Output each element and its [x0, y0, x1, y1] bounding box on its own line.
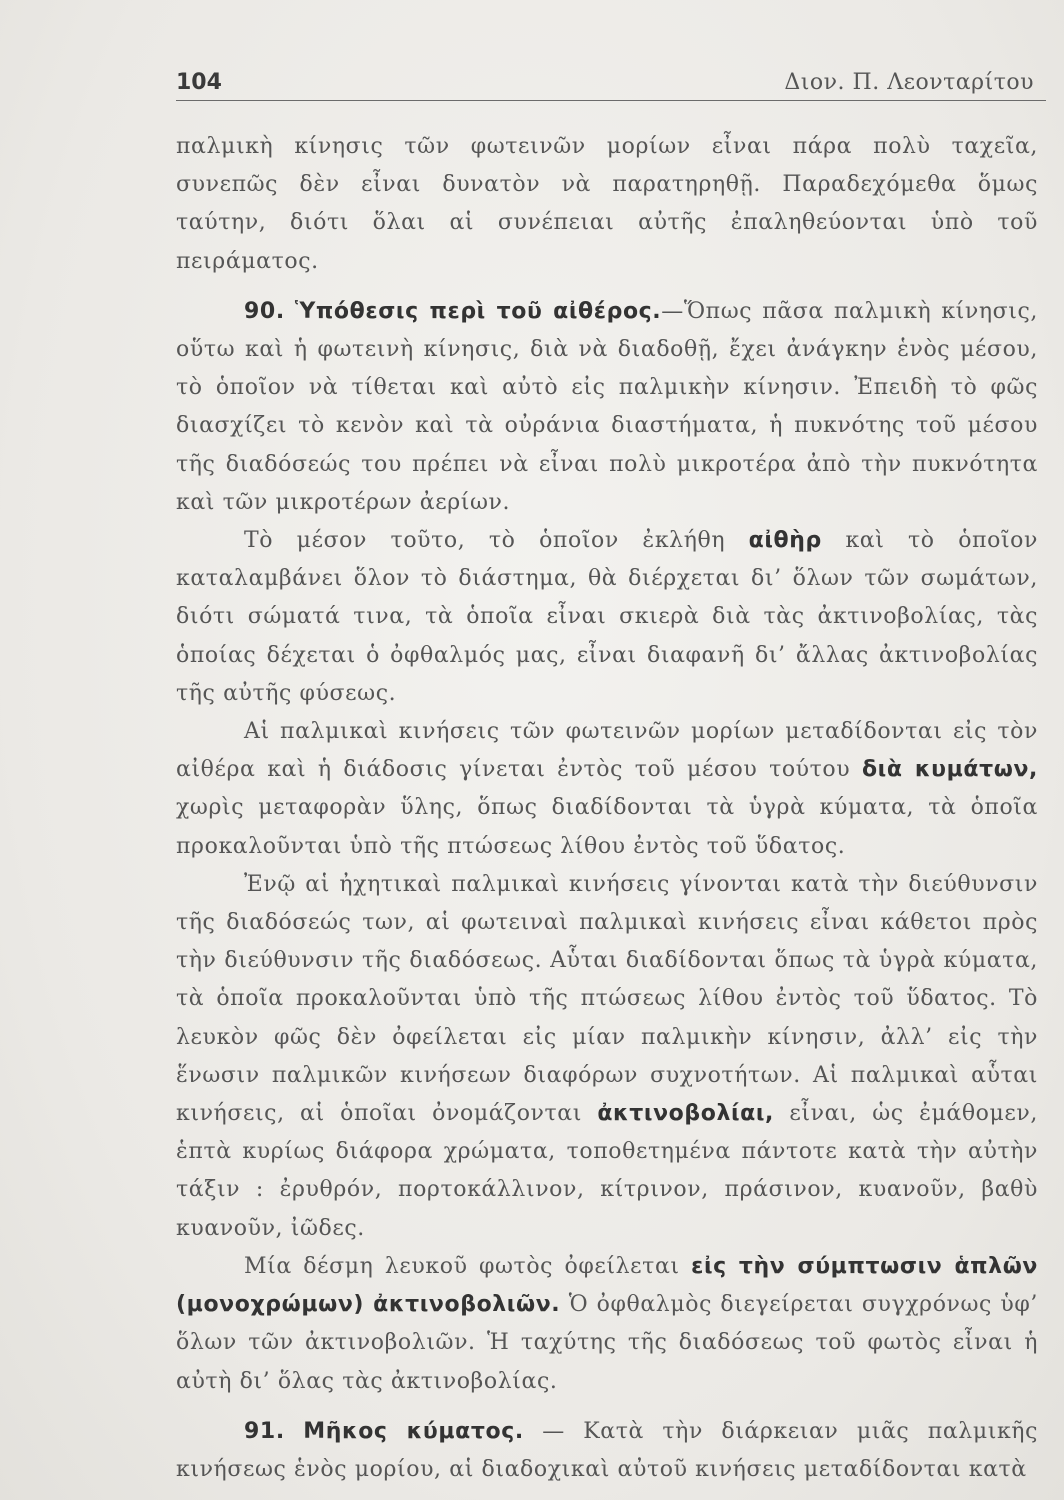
section-title: Ὑπόθεσις περὶ τοῦ αἰθέρος.: [294, 298, 662, 324]
text-run: χωρὶς μεταφορὰν ὕλης, ὅπως διαδίδονται τὰ ὑγρὰ κύματα, τὰ ὁποῖα προκαλοῦνται ὑπὸ τῆς πτώσεως λίθου ἐντὸς τοῦ ὕδατος.: [176, 795, 1038, 859]
bold-term: διὰ κυμάτων,: [861, 757, 1039, 783]
bold-term: εἰς τὴν σύμπτωσιν ἁπλῶν (μονοχρώμων) ἀκτινοβολιῶν.: [176, 1253, 1038, 1318]
text-run: Μία δέσμη λευκοῦ φωτὸς ὀφείλεται: [244, 1253, 692, 1279]
paragraph-continuation: [176, 128, 1038, 281]
bold-term: αἰθὴρ: [748, 528, 822, 554]
paragraph-white-light: [176, 1248, 1038, 1401]
page-number: 104: [176, 70, 222, 95]
page-body: [176, 128, 1038, 1489]
text-run: Ἐνῷ αἱ ἠχητικαὶ παλμικαὶ κινήσεις γίνονται κατὰ τὴν διεύθυνσιν τῆς διαδόσεώς των, αἱ φωτειναὶ παλμικαὶ κινήσεις εἶναι κάθετοι πρὸς τὴν διεύθυνσιν τῆς διαδόσεως. Αὗται διαδίδονται ὅπως τὰ ὑγρὰ κύματα, τὰ ὁποῖα προκαλοῦνται ὑπὸ τῆς πτώσεως λίθου ἐντὸς τοῦ ὕδατος. Τὸ λευκὸν φῶς δὲν ὀφείλεται εἰς μίαν παλμικὴν κίνησιν, ἀλλ’ εἰς τὴν ἕνωσιν παλμικῶν κινήσεων διαφόρων συχνοτήτων. Αἱ παλμικαὶ αὗται κινήσεις, αἱ ὁποῖαι ὀνομάζονται: [176, 871, 1038, 1127]
bold-term: ἀκτινοβολίαι,: [597, 1101, 775, 1127]
paragraph-waves: [176, 713, 1038, 866]
text-run: εἶναι, ὡς ἐμάθομεν, ἑπτὰ κυρίως διάφορα χρώματα, τοποθετημένα πάντοτε κατὰ τὴν αὐτὴν τάξιν : ἐρυθρόν, πορτοκάλλινον, κίτρινον, πράσινον, κυανοῦν, βαθὺ κυανοῦν, ἰῶδες.: [176, 1101, 1038, 1241]
text-run: Αἱ παλμικαὶ κινήσεις τῶν φωτεινῶν μορίων μεταδίδονται εἰς τὸν αἰθέρα καὶ ἡ διάδοσις γίνεται ἐντὸς τοῦ μέσου τούτου: [176, 719, 1038, 783]
paragraph-text: παλμικὴ κίνησις τῶν φωτεινῶν μορίων εἶναι πάρα πολὺ ταχεῖα, συνεπῶς δὲν εἶναι δυνατὸν νὰ παρατηρηθῇ. Παραδεχόμεθα ὅμως ταύτην, διότι ὅλαι αἱ συνέπειαι αὐτῆς ἐπαληθεύονται ὑπὸ τοῦ πειράματος.: [176, 134, 1038, 274]
text-run: Ὁ ὀφθαλμὸς διεγείρεται συγχρόνως ὑφ’ ὅλων τῶν ἀκτινοβολιῶν. Ἡ ταχύτης τῆς διαδόσεως τοῦ φωτὸς εἶναι ἡ αὐτὴ δι’ ὅλας τὰς ἀκτινοβολίας.: [176, 1292, 1038, 1394]
section-90: [176, 293, 1038, 522]
paragraph-radiations: [176, 866, 1038, 1248]
running-head: Διον. Π. Λεονταρίτου: [784, 70, 1034, 95]
paragraph-aether: [176, 522, 1038, 713]
section-text: — Κατὰ τὴν διάρκειαν μιᾶς παλμικῆς κινήσεως ἑνὸς μορίου, αἱ διαδοχικαὶ αὐτοῦ κινήσεις μεταδίδονται κατὰ: [176, 1418, 1038, 1482]
text-run: καὶ τὸ ὁποῖον καταλαμβάνει ὅλον τὸ διάστημα, θὰ διέρχεται δι’ ὅλων τῶν σωμάτων, διότι σώματά τινα, τὰ ὁποῖα εἶναι σκιερὰ διὰ τὰς ἀκτινοβολίας, τὰς ὁποίας δέχεται ὁ ὀφθαλμός μας, εἶναι διαφανῆ δι’ ἄλλας ἀκτινοβολίας τῆς αὐτῆς φύσεως.: [176, 528, 1038, 706]
page-header: [176, 66, 1046, 101]
text-run: Τὸ μέσον τοῦτο, τὸ ὁποῖον ἐκλήθη: [244, 528, 749, 554]
section-title: Μῆκος κύματος.: [303, 1418, 524, 1444]
section-91: [176, 1413, 1038, 1489]
section-number: 91.: [244, 1418, 285, 1444]
section-text: —Ὅπως πᾶσα παλμικὴ κίνησις, οὕτω καὶ ἡ φωτεινὴ κίνησις, διὰ νὰ διαδοθῇ, ἔχει ἀνάγκην ἑνὸς μέσου, τὸ ὁποῖον νὰ τίθεται καὶ αὐτὸ εἰς παλμικὴν κίνησιν. Ἐπειδὴ τὸ φῶς διασχίζει τὸ κενὸν καὶ τὰ οὐράνια διαστήματα, ἡ πυκνότης τοῦ μέσου τῆς διαδόσεώς του πρέπει νὰ εἶναι πολὺ μικροτέρα ἀπὸ τὴν πυκνότητα καὶ τῶν μικροτέρων ἀερίων.: [176, 298, 1039, 515]
section-number: 90.: [244, 298, 285, 324]
